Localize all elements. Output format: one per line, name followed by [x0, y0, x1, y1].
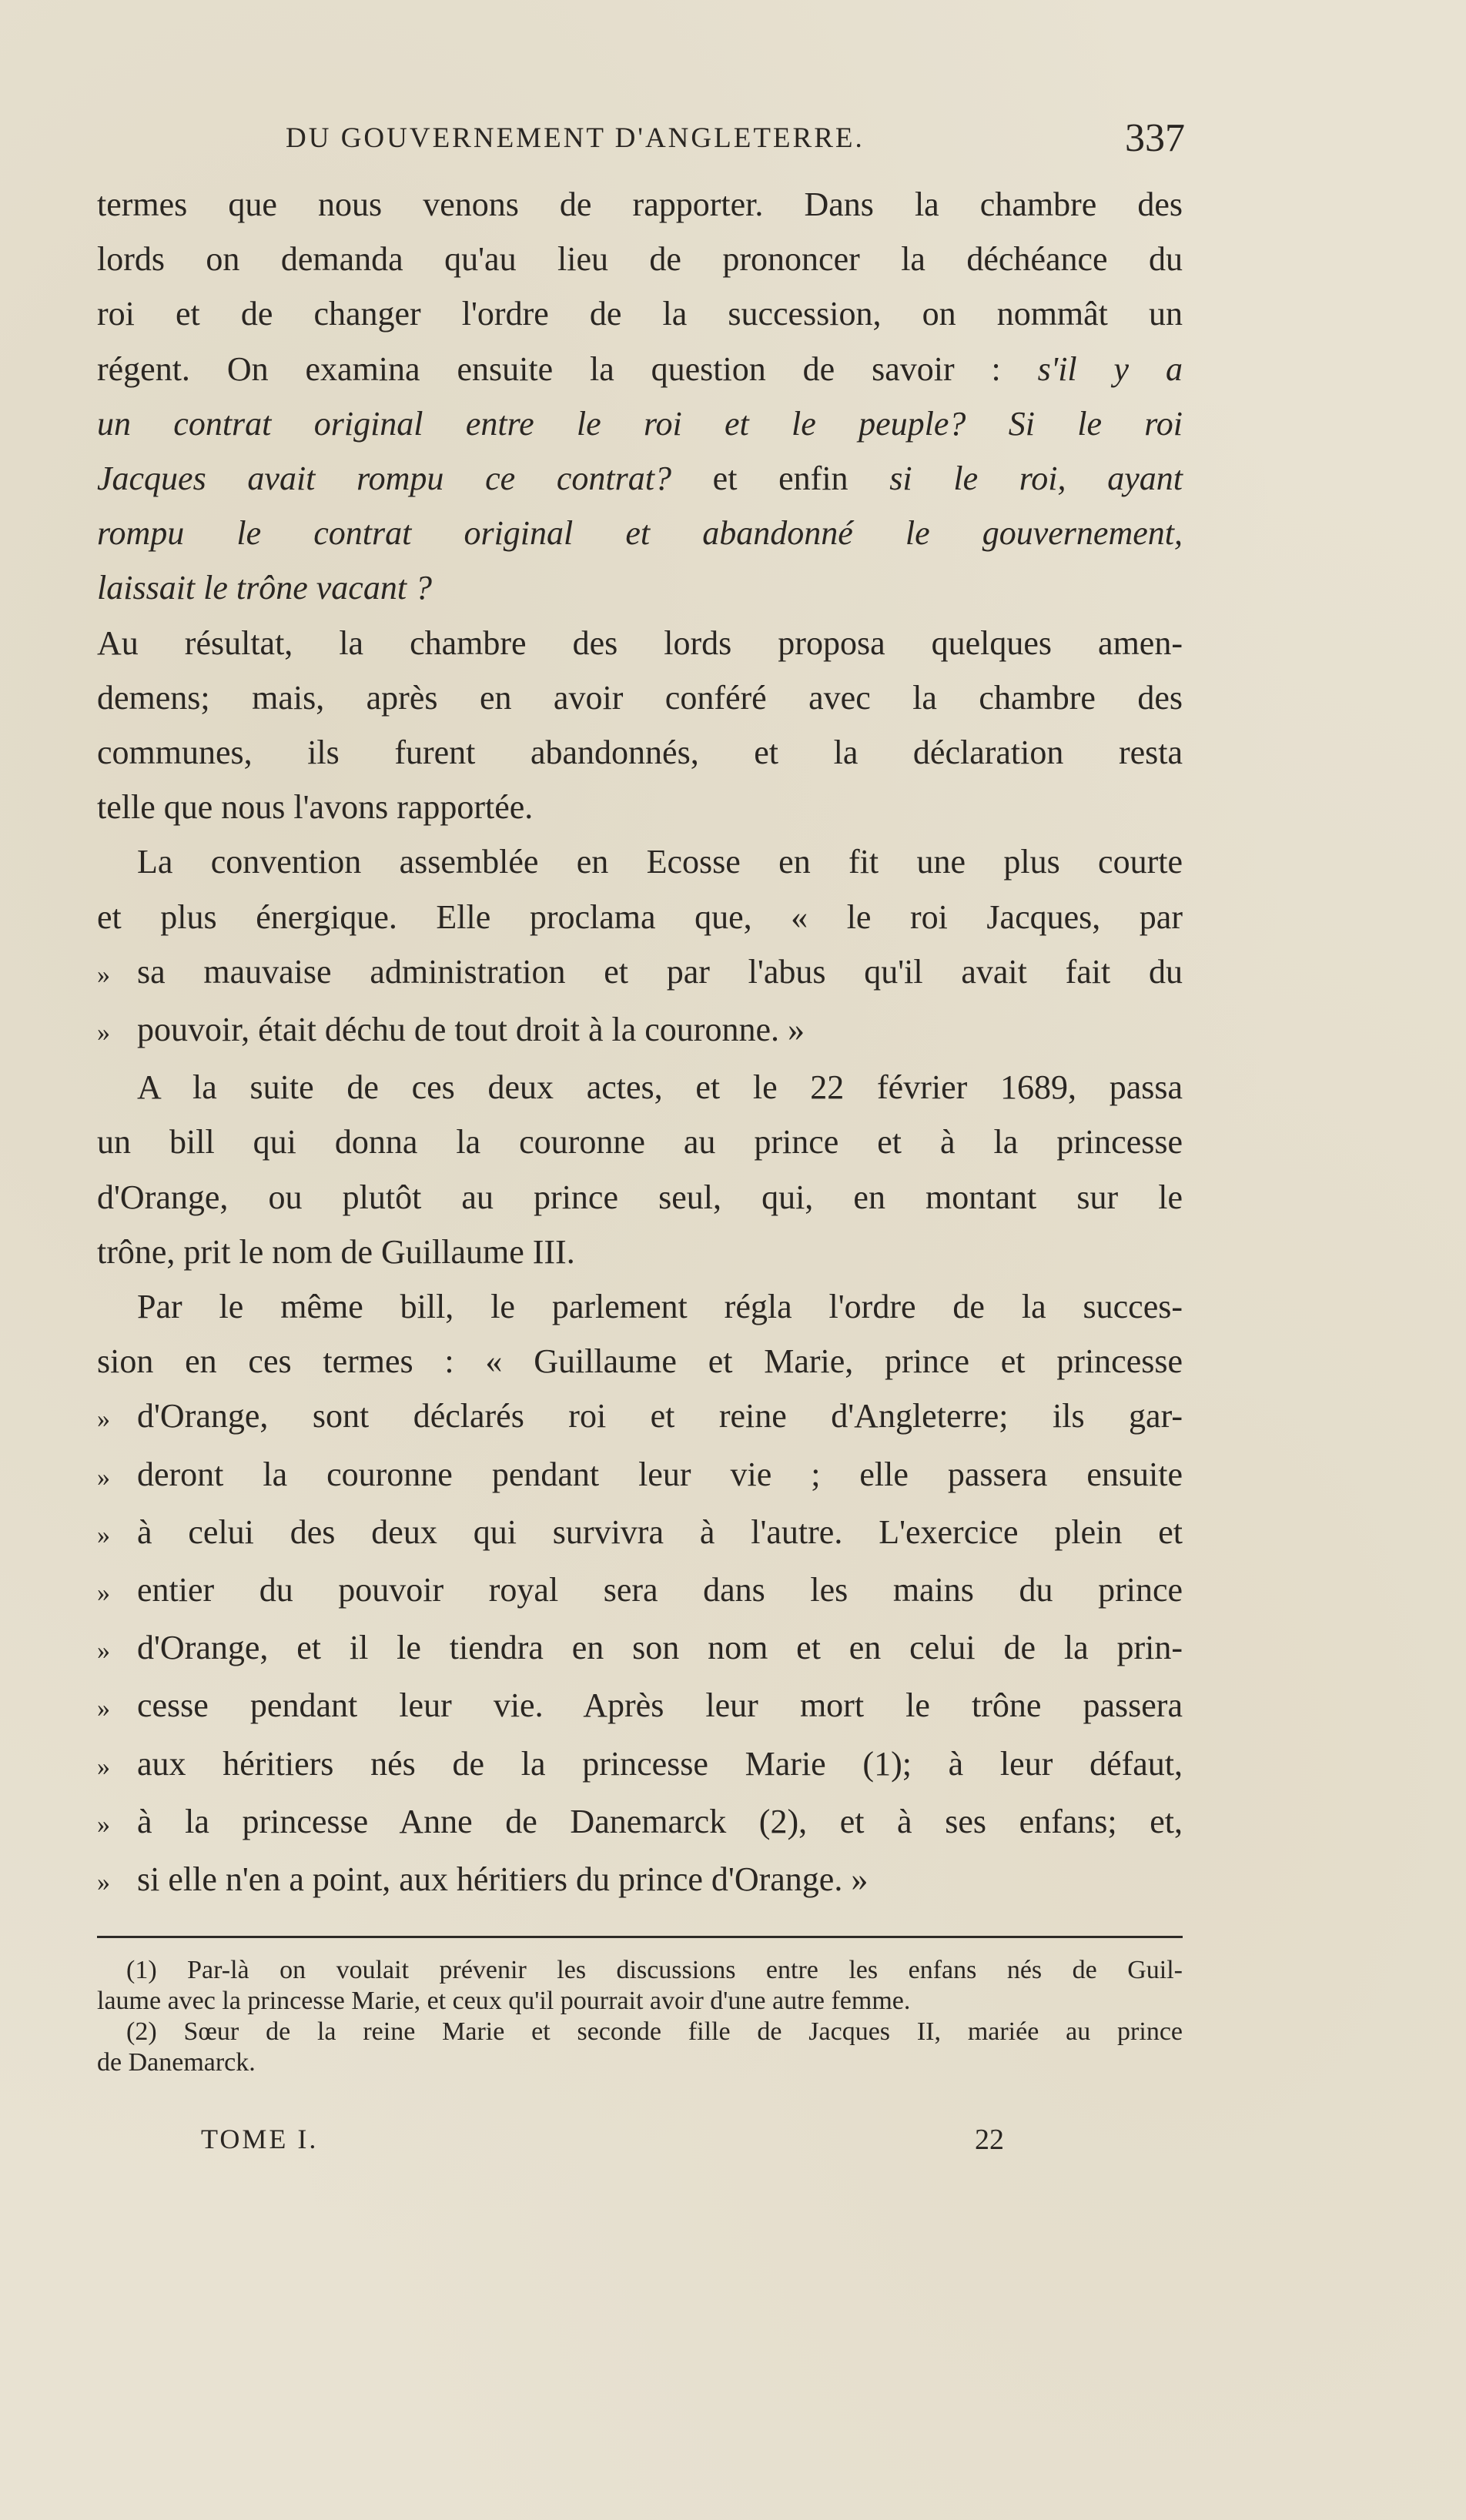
text-segment: sa mauvaise administration et par l'abus qu'il avait fait du [137, 952, 1183, 991]
text-line: roi et de changer l'ordre de la succession, on nommât un [97, 295, 1183, 333]
text-line: A la suite de ces deux actes, et le 22 février 1689, passa [137, 1068, 1183, 1107]
text-line: demens; mais, après en avoir conféré avec la chambre des [97, 678, 1183, 717]
text-line [97, 451, 1183, 506]
page-footer [97, 2123, 1183, 2161]
quote-line [97, 1736, 1183, 1794]
footnote-line: (2) Sœur de la reine Marie et seconde fille de Jacques II, mariée au prince [126, 2017, 1183, 2047]
quote-line [97, 1852, 1183, 1910]
text-segment: aux héritiers nés de la princesse Marie (1); à leur défaut, [137, 1744, 1183, 1783]
quote-line [97, 944, 1183, 1002]
paragraph-1 [97, 177, 1183, 616]
text-segment: à la princesse Anne de Danemarck (2), et à ses enfans; et, [137, 1802, 1183, 1840]
italic-segment: s'il y a [1037, 349, 1183, 388]
page-number: 337 [1125, 116, 1185, 160]
text-line: et plus énergique. Elle proclama que, « le roi Jacques, par [97, 897, 1183, 936]
guillemet-mark: » [97, 1405, 110, 1434]
text-line: Au résultat, la chambre des lords proposa quelques amen- [97, 623, 1183, 662]
paragraph-5 [97, 1279, 1183, 1910]
quote-line [97, 1002, 1183, 1060]
text-column [97, 115, 1183, 2161]
text-line: termes que nous venons de rapporter. Dans la chambre des [97, 185, 1183, 223]
quote-line [97, 1620, 1183, 1678]
guillemet-mark: » [97, 1810, 110, 1839]
paragraph-3 [97, 834, 1183, 1060]
footnote-2 [97, 2017, 1183, 2078]
text-line: d'Orange, ou plutôt au prince seul, qui, en montant sur le [97, 1178, 1183, 1216]
text-segment: d'Orange, et il le tiendra en son nom et en celui de la prin- [137, 1629, 1183, 1667]
body-text [97, 177, 1183, 1910]
text-line: La convention assemblée en Ecosse en fit une plus courte [137, 843, 1183, 881]
text-line [97, 342, 1183, 396]
text-segment: si elle n'en a point, aux héritiers du prince d'Orange. » [137, 1860, 869, 1899]
text-segment: régent. On examina ensuite la question de savoir : [97, 349, 1038, 388]
italic-segment: Jacques avait rompu ce contrat? [97, 460, 671, 498]
text-segment: à celui des deux qui survivra à l'autre. L'exercice plein et [137, 1512, 1183, 1551]
guillemet-mark: » [97, 960, 110, 989]
italic-line: rompu le contrat original et abandonné le gouvernement, [97, 514, 1183, 553]
running-head [97, 115, 1183, 177]
footnote-rule [97, 1936, 1183, 1938]
guillemet-mark: » [97, 1868, 110, 1897]
text-line: lords on demanda qu'au lieu de prononcer la déchéance du [97, 240, 1183, 279]
paragraph-2 [97, 616, 1183, 835]
footnote-line: laume avec la princesse Marie, et ceux qu'il pourrait avoir d'une autre femme. [97, 1987, 911, 2016]
text-line: trône, prit le nom de Guillaume III. [97, 1232, 575, 1271]
volume-signature: TOME I. [201, 2124, 319, 2155]
guillemet-mark: » [97, 1520, 110, 1549]
italic-line: un contrat original entre le roi et le peuple? Si le roi [97, 404, 1183, 443]
guillemet-mark: » [97, 1694, 110, 1723]
text-segment: d'Orange, sont déclarés roi et reine d'Angleterre; ils gar- [137, 1397, 1183, 1435]
running-title: DU GOUVERNEMENT D'ANGLETERRE. [286, 122, 865, 154]
footnote-line: de Danemarck. [97, 2048, 256, 2077]
text-segment: et enfin [671, 460, 890, 498]
quote-line [97, 1678, 1183, 1736]
guillemet-mark: » [97, 1752, 110, 1781]
text-line: telle que nous l'avons rapportée. [97, 788, 534, 827]
footnote-1 [97, 1955, 1183, 2017]
quote-line [97, 1389, 1183, 1446]
guillemet-mark: » [97, 1579, 110, 1608]
quote-line [97, 1562, 1183, 1620]
quote-line [97, 1505, 1183, 1562]
text-line: un bill qui donna la couronne au prince et à la princesse [97, 1123, 1183, 1161]
italic-segment: si le roi, ayant [889, 460, 1183, 498]
text-line: sion en ces termes : « Guillaume et Marie, prince et princesse [97, 1342, 1183, 1381]
text-segment: pouvoir, était déchu de tout droit à la couronne. » [137, 1011, 805, 1049]
footnote-line: (1) Par-là on voulait prévenir les discussions entre les enfans nés de Guil- [126, 1956, 1183, 1985]
paragraph-4 [97, 1060, 1183, 1279]
guillemet-mark: » [97, 1018, 110, 1048]
quote-line [97, 1794, 1183, 1852]
text-segment: deront la couronne pendant leur vie ; elle passera ensuite [137, 1455, 1183, 1493]
text-segment: entier du pouvoir royal sera dans les mains du prince [137, 1571, 1183, 1609]
footnotes [97, 1955, 1183, 2078]
italic-line: laissait le trône vacant ? [97, 569, 433, 607]
text-line: Par le même bill, le parlement régla l'ordre de la succes- [137, 1288, 1183, 1326]
text-segment: cesse pendant leur vie. Après leur mort le trône passera [137, 1686, 1183, 1725]
guillemet-mark: » [97, 1462, 110, 1492]
guillemet-mark: » [97, 1636, 110, 1666]
sheet-number: 22 [975, 2124, 1004, 2157]
text-line: communes, ils furent abandonnés, et la déclaration resta [97, 734, 1183, 772]
quote-line [97, 1447, 1183, 1505]
